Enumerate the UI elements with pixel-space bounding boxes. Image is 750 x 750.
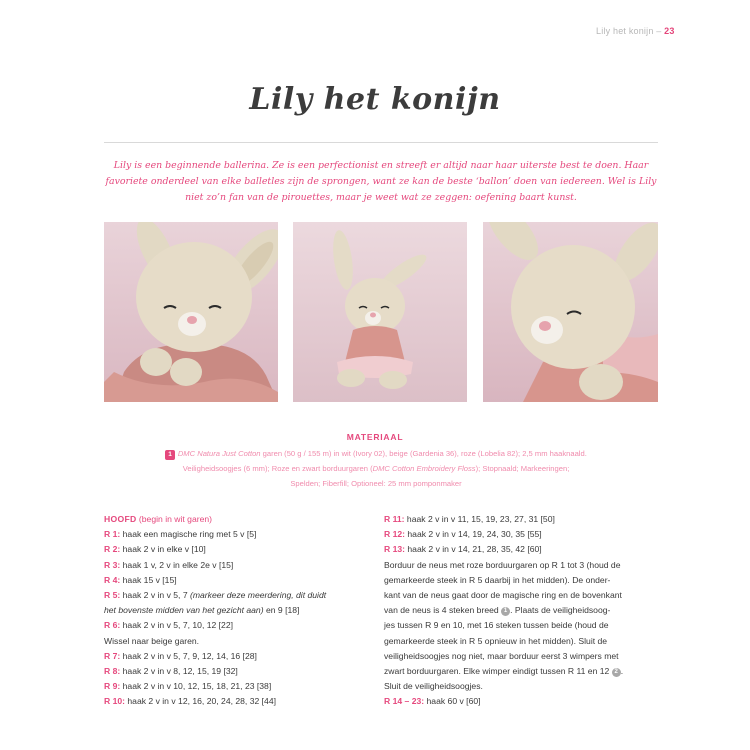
round-text: Sluit de veiligheidsoogjes. xyxy=(384,681,483,692)
pattern-row xyxy=(104,694,376,709)
photo-rabbit-full xyxy=(293,222,467,402)
running-header xyxy=(596,26,675,36)
photo-marker: 2 xyxy=(612,668,621,677)
pattern-row xyxy=(104,588,376,603)
round-text: kant van de neus gaat door de magische ring en de bovenkant xyxy=(384,590,622,601)
round-label: R 11: xyxy=(384,514,405,524)
running-header-text: Lily het konijn – xyxy=(596,26,665,36)
materials-heading: MATERIAAL xyxy=(346,432,404,442)
photo-rabbit-closeup-left xyxy=(104,222,278,402)
round-text: jes tussen R 9 en 10, met 16 steken tussen beide (houd de xyxy=(384,620,609,631)
materials-list xyxy=(146,446,606,491)
round-label: R 1: xyxy=(104,529,121,540)
yarn-brand: DMC Natura Just Cotton xyxy=(177,449,261,458)
round-text: haak 2 v in v 11, 15, 19, 23, 27, 31 [50] xyxy=(404,514,555,524)
pattern-row xyxy=(384,649,660,664)
round-text-tail: en 9 [18] xyxy=(263,605,300,616)
round-text-tail: . xyxy=(620,666,624,677)
section-subtitle: (begin in wit garen) xyxy=(136,514,213,524)
pattern-row xyxy=(104,527,376,542)
pattern-row xyxy=(104,649,376,664)
round-text: zwart borduurgaren. Elke wimper eindigt tussen R 11 en 12 xyxy=(384,666,612,677)
round-label: R 13: xyxy=(384,544,406,555)
round-label: R 14 – 23: xyxy=(384,696,425,707)
materials-line3: Spelden; Fiberfill; Optioneel: 25 mm pomponmaker xyxy=(290,479,462,488)
round-text-tail: . Plaats de veiligheidsoog- xyxy=(510,605,611,616)
pattern-row xyxy=(384,573,660,588)
pattern-column-right xyxy=(384,512,660,710)
pattern-row xyxy=(384,588,660,603)
round-label: R 6: xyxy=(104,620,121,631)
round-text: Borduur de neus met roze borduurgaren op R 1 tot 3 (houd de xyxy=(384,559,621,570)
pattern-row xyxy=(384,527,660,542)
round-text: Wissel naar beige garen. xyxy=(104,635,200,646)
round-label: R 10: xyxy=(104,696,126,707)
round-label: R 5: xyxy=(104,590,121,601)
materials-line2-end: ); Stopnaald; Markeeringen; xyxy=(475,464,570,473)
round-note: het bovenste midden van het gezicht aan) xyxy=(104,605,264,616)
pattern-row xyxy=(384,634,660,649)
pattern-row xyxy=(384,664,660,679)
round-label: R 9: xyxy=(104,681,121,692)
round-label: R 2: xyxy=(104,544,121,555)
round-label: R 12: xyxy=(384,529,406,540)
pattern-row xyxy=(104,634,376,649)
page-title: Lily het konijn xyxy=(249,82,501,117)
round-text: haak 2 v in v 8, 12, 15, 19 [32] xyxy=(120,666,238,677)
pattern-row xyxy=(104,573,376,588)
pattern-row xyxy=(104,542,376,557)
pattern-row xyxy=(384,679,660,694)
round-text: haak 2 v in elke v [10] xyxy=(120,544,206,555)
pattern-row xyxy=(384,603,660,618)
floss-brand: DMC Cotton Embroidery Floss xyxy=(372,464,476,473)
pattern-row xyxy=(104,558,376,573)
round-text: van de neus is 4 steken breed xyxy=(384,605,502,616)
pattern-row xyxy=(104,664,376,679)
round-text: haak 2 v in v 14, 19, 24, 30, 35 [55] xyxy=(405,529,542,540)
round-text: haak 2 v in v 5, 7, 10, 12 [22] xyxy=(120,620,233,631)
round-label: R 4: xyxy=(104,574,121,585)
round-label: R 3: xyxy=(104,559,121,570)
round-text: haak 2 v in v 5, 7, 9, 12, 14, 16 [28] xyxy=(120,650,257,661)
pattern-column-left xyxy=(104,512,376,710)
round-note: (markeer deze meerdering, dit duidt xyxy=(190,590,327,601)
section-title: HOOFD xyxy=(104,514,137,524)
materials-line1: garen (50 g / 155 m) in wit (Ivory 02), beige (Gardenia 36), roze (Lobelia 82); 2,5 mm haaknaald. xyxy=(260,449,587,458)
section-heading xyxy=(104,512,376,527)
step-badge: 1 xyxy=(165,450,175,460)
round-text: haak 2 v in v 10, 12, 15, 18, 21, 23 [38] xyxy=(120,681,272,692)
materials-line2-start: Veiligheidsoogjes (6 mm); Roze en zwart borduurgaren ( xyxy=(182,464,373,473)
round-text: gemarkeerde steek in R 5 daarbij in het midden). De onder- xyxy=(384,574,611,585)
pattern-row xyxy=(384,558,660,573)
round-label: R 7: xyxy=(104,650,121,661)
round-text: haak 2 v in v 12, 16, 20, 24, 28, 32 [44] xyxy=(125,696,276,707)
round-text: haak een magische ring met 5 v [5] xyxy=(120,529,257,540)
pattern-row xyxy=(384,542,660,557)
round-text: haak 60 v [60] xyxy=(424,696,481,707)
pattern-row xyxy=(384,618,660,633)
pattern-row xyxy=(104,603,376,618)
pattern-row xyxy=(384,694,660,709)
round-text: haak 2 v in v 5, 7 xyxy=(120,590,190,601)
round-label: R 8: xyxy=(104,666,121,677)
divider xyxy=(104,142,658,143)
pattern-row xyxy=(104,618,376,633)
page-number: 23 xyxy=(664,26,675,36)
round-text: gemarkeerde steek in R 5 opnieuw in het midden). Sluit de xyxy=(384,635,608,646)
round-text: haak 2 v in v 14, 21, 28, 35, 42 [60] xyxy=(405,544,542,555)
round-text: veiligheidsoogjes nog niet, maar borduur eerst 3 wimpers met xyxy=(384,650,619,661)
round-text: haak 1 v, 2 v in elke 2e v [15] xyxy=(120,559,234,570)
pattern-row xyxy=(104,679,376,694)
intro-paragraph: Lily is een beginnende ballerina. Ze is een perfectionist en streeft er altijd naar haar uiterste best te doen. Haar favoriete onderdeel van elke balletles zijn de sprongen, want ze kan de beste ‘ballon’ doen van iedereen. Wel is Lily niet zo’n fan van de pirouettes, maar je weet wat ze zeggen: oefening baart kunst. xyxy=(105,160,657,203)
round-text: haak 15 v [15] xyxy=(120,574,177,585)
photo-marker: 1 xyxy=(501,607,510,616)
pattern-row xyxy=(384,512,660,527)
photo-rabbit-closeup-right xyxy=(483,222,658,402)
